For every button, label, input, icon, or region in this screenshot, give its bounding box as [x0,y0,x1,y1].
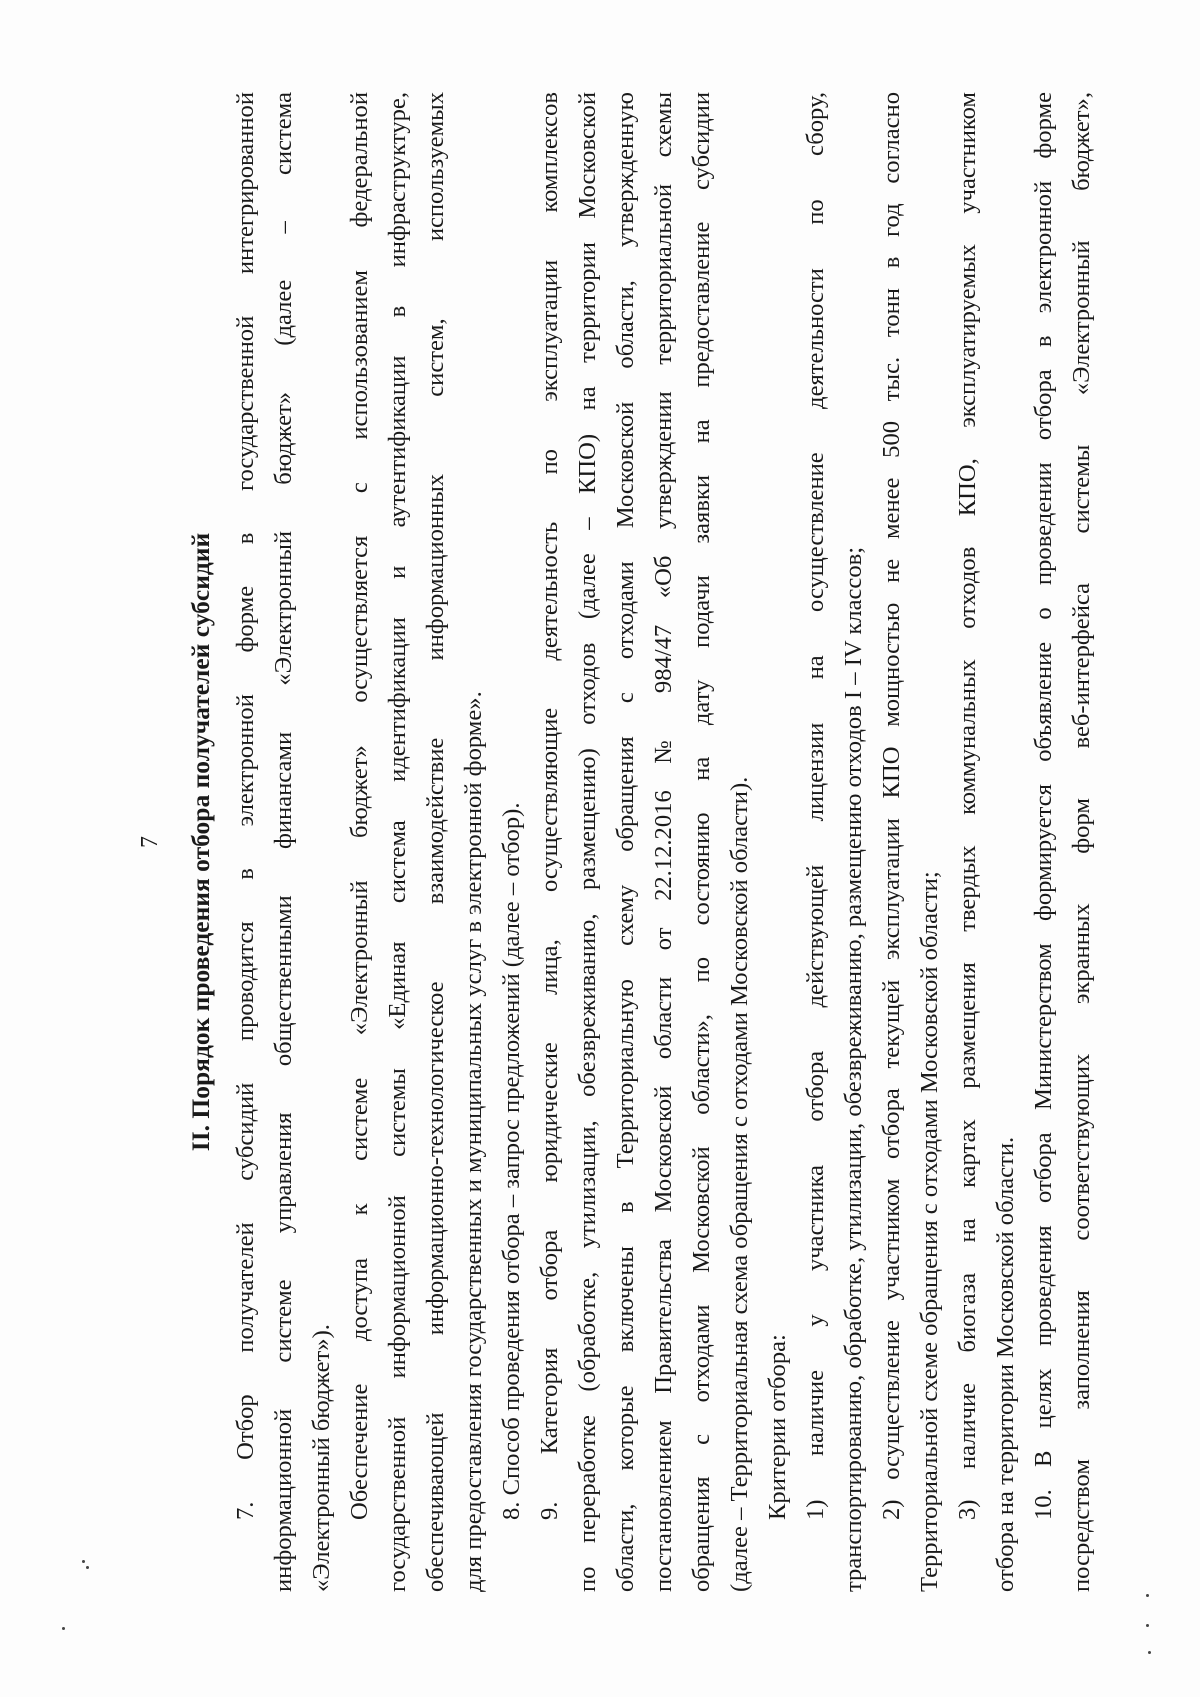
text-line: 2) осуществление участником отбора текущей эксплуатации КПО мощностью не менее 500 тыс. тонн в год согласно [878,92,905,1520]
text-line: Обеспечение доступа к системе «Электронный бюджет» осуществляется с использованием федеральной [346,92,373,1520]
text-line: государственной информационной системы «Единая система идентификации и аутентификации в инфраструктуре, [384,92,411,1592]
text-line: 9. Категория отбора юридические лица, осуществляющие деятельность по эксплуатации комплексов [536,92,563,1520]
text-line: для предоставления государственных и муниципальных услуг в электронной форме». [460,691,487,1592]
text-line: обеспечивающей информационно-технологическое взаимодействие информационных систем, используемых [422,92,449,1592]
text-line: информационной системе управления общественными финансами «Электронный бюджет» (далее – система [270,92,297,1592]
rotated-content [130,92,1095,1592]
text-line: по переработке (обработке, утилизации, обезвреживанию, размещению) отходов (далее – КПО) на территории Московской [574,92,601,1592]
text-line: Критерии отбора: [764,1334,791,1520]
text-line: 1) наличие у участника отбора действующей лицензии на осуществление деятельности по сбору, [802,92,829,1520]
text-line: 7. Отбор получателей субсидий проводится в электронной форме в государственной интегрированной [232,92,259,1520]
text-line: отбора на территории Московской области. [992,1136,1019,1592]
text-line: транспортированию, обработке, утилизации, обезвреживанию, размещению отходов I – IV классов; [840,546,867,1592]
text-line: постановлением Правительства Московской области от 22.12.2016 № 984/47 «Об утверждении территориальной схемы [650,92,677,1592]
text-line: области, которые включены в Территориальную схему обращения с отходами Московской области, утвержденную [612,92,639,1592]
text-line: 8. Способ проведения отбора – запрос предложений (далее – отбор). [498,802,525,1520]
text-line: «Электронный бюджет»). [308,1324,335,1592]
page-number: 7 [137,836,163,848]
text-line: (далее – Территориальная схема обращения с отходами Московской области). [726,776,753,1592]
scan-speck [1148,1651,1151,1654]
text-line: обращения с отходами Московской области», по состоянию на дату подачи заявки на предоставление субсидии [688,92,715,1592]
scan-speck [1146,1624,1149,1627]
text-line: 3) наличие биогаза на картах размещения твердых коммунальных отходов КПО, эксплуатируемых участником [954,92,981,1520]
text-line: посредством заполнения соответствующих экранных форм веб-интерфейса системы «Электронный бюджет», [1068,92,1095,1592]
section-heading: II. Порядок проведения отбора получателей субсидий [186,532,215,1152]
scan-speck [1146,1594,1149,1597]
scan-speck [82,1560,85,1563]
text-line: 10. В целях проведения отбора Министерством формируется объявление о проведении отбора в электронной форме [1030,92,1057,1520]
text-line: Территориальной схеме обращения с отходами Московской области; [916,871,943,1592]
scan-speck [86,1566,89,1569]
scan-speck [62,1627,65,1630]
